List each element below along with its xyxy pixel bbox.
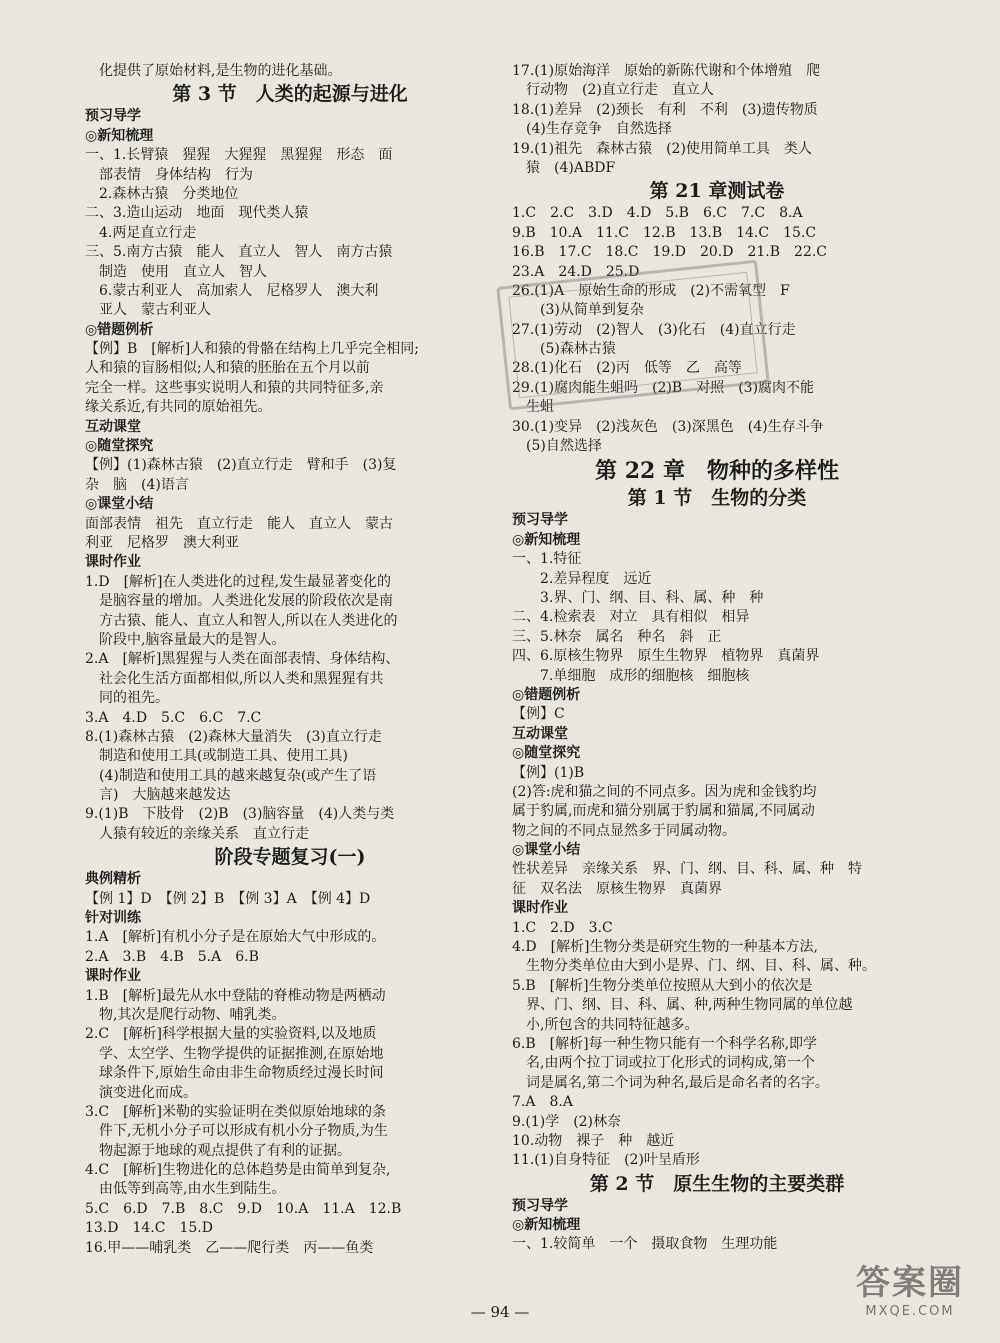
text-line: 缘关系近,有共同的原始祖先。 [85,399,272,416]
text-line: 界、门、纲、目、科、属、种,两种生物同属的单位越 [526,997,853,1014]
text-line: 28.(1)化石 (2)丙 低等 乙 高等 [512,360,742,377]
section-heading: 预习导学 [512,1197,568,1214]
text-line: 7.单细胞 成形的细胞核 细胞核 [540,667,750,684]
text-line: 人和猿的盲肠相似;人和猿的胚胎在五个月以前 [85,360,370,377]
text-line: 二、3.造山运动 地面 现代类人猿 [85,205,309,222]
text-line: 一、1.长臂猿 猩猩 大猩猩 黑猩猩 形态 面 [85,147,393,164]
text-line: 制造和使用工具(或制造工具、使用工具) [99,748,348,765]
text-line: 9.B 10.A 11.C 12.B 13.B 14.C 15.C [512,224,817,241]
watermark-url: MXQE.COM [865,1304,955,1319]
text-line: 二、4.检索表 对立 具有相似 相异 [512,609,750,626]
text-line: 言) 大脑越来越发达 [99,787,231,804]
text-line: 2.森林古猿 分类地位 [99,185,239,202]
section-title: 第 2 节 原生生物的主要类群 [589,1172,845,1195]
text-line: 演变进化而成。 [99,1084,197,1101]
text-line: 性状差异 亲缘关系 界、门、纲、目、科、属、种 特 [512,861,862,878]
text-line: 1.C 2.D 3.C [512,919,613,936]
text-line: 由低等到高等,由水生到陆生。 [99,1181,286,1198]
stamp-inner-border [508,272,757,399]
section-heading: ◎新知梳理 [512,531,581,548]
text-line: 化提供了原始材料,是生物的进化基础。 [99,63,342,79]
section-heading: 典例精析 [85,871,141,888]
text-line: 27.(1)劳动 (2)智人 (3)化石 (4)直立行走 [512,321,796,338]
text-line: 17.(1)原始海洋 原始的新陈代谢和个体增殖 爬 [512,63,821,79]
text-line: 2.差异程度 远近 [540,570,652,587]
text-line: 16.甲——哺乳类 乙——爬行类 丙——鱼类 [85,1239,374,1256]
section-title: 第 21 章测试卷 [649,180,785,203]
section-heading: 课时作业 [85,968,141,985]
text-line: 物起源于地球的观点提供了有利的证据。 [99,1142,351,1159]
text-line: 是脑容量的增加。人类进化发展的阶段依次是南 [99,593,393,610]
text-line: 部表情 身体结构 行为 [99,166,253,183]
text-line: 词是属名,第二个词为种名,最后是命名者的名字。 [526,1074,829,1091]
text-line: 社会化生活方面都相似,所以人类和黑猩猩有共 [99,670,384,687]
text-line: (2)答:虎和猫之间的不同点多。因为虎和金钱豹均 [512,783,817,800]
page-number: — 94 — [470,1303,530,1321]
text-line: 8.(1)森林古猿 (2)森林大量消失 (3)直立行走 [85,728,382,745]
text-line: 16.B 17.C 18.C 19.D 20.D 21.B 22.C [512,244,828,261]
text-line: 征 双名法 原核生物界 真菌界 [512,880,722,897]
text-line: 生物分类单位由大到小是界、门、纲、目、科、属、种。 [526,958,876,975]
text-line: 5.B [解析]生物分类单位按照从大到小的依次是 [512,977,813,994]
text-line: 13.D 14.C 15.D [85,1220,213,1237]
section-title: 第 22 章 物种的多样性 [595,458,839,485]
text-line: 三、5.林奈 属名 种名 斜 正 [512,628,722,645]
section-heading: 课时作业 [85,554,141,571]
watermark-logo [856,1255,964,1319]
section-heading: 课时作业 [512,900,568,917]
text-line: 1.D [解析]在人类进化的过程,发生最显著变化的 [85,573,391,590]
text-line: 件下,无机小分子可以形成有机小分子物质,为生 [99,1123,388,1140]
text-line: 7.A 8.A [512,1094,573,1111]
text-line: 2.A 3.B 4.B 5.A 6.B [85,948,259,965]
text-line: 杂 脑 (4)语言 [85,476,189,493]
text-line: 9.(1)B 下肢骨 (2)B (3)脑容量 (4)人类与类 [85,806,395,823]
text-line: 物,其次是爬行动物、哺乳类。 [99,1006,286,1023]
text-line: 18.(1)差异 (2)颈长 有利 不利 (3)遗传物质 [512,101,818,118]
text-line: 人猿有较近的亲缘关系 直立行走 [99,825,309,842]
text-line: (5)森林古猿 [540,341,616,358]
text-line: (4)制造和使用工具的越来越复杂(或产生了语 [99,767,377,784]
text-line: 1.A [解析]有机小分子是在原始大气中形成的。 [85,929,386,946]
text-line: 面部表情 祖先 直立行走 能人 直立人 蒙古 [85,515,393,532]
text-line: 10.动物 裸子 种 越近 [512,1132,675,1149]
text-line: 4.C [解析]生物进化的总体趋势是由简单到复杂, [85,1162,391,1179]
text-line: 球条件下,原始生命由非生命物质经过漫长时间 [99,1065,384,1082]
text-line: 1.B [解析]最先从水中登陆的脊椎动物是两栖动 [85,987,386,1004]
text-line: 【例 1】D 【例 2】B 【例 3】A 【例 4】D [85,890,371,907]
watermark-text: 答案圈 [856,1263,964,1303]
section-heading: ◎新知梳理 [85,127,154,144]
text-line: 29.(1)腐肉能生蛆吗 (2)B 对照 (3)腐肉不能 [512,379,815,396]
section-heading: ◎错题例析 [512,686,581,703]
text-line: 亚人 蒙古利亚人 [99,302,211,319]
text-line: 【例】(1)森林古猿 (2)直立行走 臂和手 (3)复 [85,457,397,474]
text-line: 3.界、门、纲、目、科、属、种 种 [540,589,764,606]
section-heading: ◎随堂探究 [85,438,154,455]
text-line: 同的祖先。 [99,690,169,707]
text-line: 9.(1)学 (2)林奈 [512,1113,622,1130]
text-line: 19.(1)祖先 森林古猿 (2)使用简单工具 类人 [512,140,812,157]
text-line: 26.(1)A 原始生命的形成 (2)不需氧型 F [512,282,790,299]
right-column [512,62,922,1255]
text-line: 11.(1)自身特征 (2)叶呈盾形 [512,1152,700,1169]
section-heading: ◎随堂探究 [512,745,581,762]
section-heading: 针对训练 [85,910,141,927]
text-line: 三、5.南方古猿 能人 直立人 智人 南方古猿 [85,244,393,261]
section-heading: ◎新知梳理 [512,1217,581,1234]
section-heading: 预习导学 [85,108,141,125]
text-line: 四、6.原核生物界 原生生物界 植物界 真菌界 [512,648,820,665]
text-line: 3.C [解析]米勒的实验证明在类似原始地球的条 [85,1103,386,1120]
text-line: 【例】(1)B [512,764,585,781]
section-title: 第 3 节 人类的起源与进化 [172,83,408,106]
text-line: 生蛆 [526,399,554,416]
text-line: 行动物 (2)直立行走 直立人 [526,82,714,99]
text-line: 6.B [解析]每一种生物只能有一个科学名称,即学 [512,1035,818,1052]
text-line: 学、太空学、生物学提供的证据推测,在原始地 [99,1045,384,1062]
section-title: 第 1 节 生物的分类 [627,487,807,510]
section-heading: ◎课堂小结 [512,842,581,859]
section-heading: 预习导学 [512,512,568,529]
text-line: 利亚 尼格罗 澳大利亚 [85,534,239,551]
text-line: 1.C 2.C 3.D 4.D 5.B 6.C 7.C 8.A [512,205,803,222]
text-line: 方古猿、能人、直立人和智人,所以在人类进化的 [99,612,398,629]
left-column [85,62,495,1258]
text-line: 【例】B [解析]人和猿的骨骼在结构上几乎完全相同; [85,341,419,358]
section-heading: 互动课堂 [85,418,141,435]
section-title: 阶段专题复习(一) [214,846,366,869]
text-line: 一、1.特征 [512,551,582,568]
text-line: 完全一样。这些事实说明人和猿的共同特征多,亲 [85,379,384,396]
section-heading: 互动课堂 [512,725,568,742]
text-line: 属于豹属,而虎和猫分别属于豹属和猫属,不同属动 [512,803,815,820]
text-line: 猿 (4)ABDF [526,159,616,176]
text-line: 3.A 4.D 5.C 6.C 7.C [85,709,262,726]
text-line: (5)自然选择 [526,438,602,455]
text-line: 一、1.较简单 一个 摄取食物 生理功能 [512,1236,778,1253]
text-line: 制造 使用 直立人 智人 [99,263,267,280]
text-line: 2.C [解析]科学根据大量的实验资料,以及地质 [85,1026,377,1043]
text-line: 物之间的不同点显然多于同属动物。 [512,822,736,839]
text-line: 30.(1)变异 (2)浅灰色 (3)深黑色 (4)生存斗争 [512,418,824,435]
text-line: 2.A [解析]黑猩猩与人类在面部表情、身体结构、 [85,651,400,668]
text-line: 5.C 6.D 7.B 8.C 9.D 10.A 11.A 12.B [85,1200,402,1217]
text-line: 小,所包含的共同特征越多。 [526,1016,699,1033]
text-line: 4.D [解析]生物分类是研究生物的一种基本方法, [512,939,818,956]
text-line: (3)从简单到复杂 [540,302,644,319]
text-line: 4.两足直立行走 [99,224,197,241]
text-line: 【例】C [512,706,565,723]
section-heading: ◎课堂小结 [85,496,154,513]
text-line: 名,由两个拉丁词或拉丁化形式的词构成,第一个 [526,1055,815,1072]
text-line: 阶段中,脑容量最大的是智人。 [99,631,286,648]
text-line: 23.A 24.D 25.D [512,263,640,280]
text-line: (4)生存竞争 自然选择 [526,121,672,138]
text-line: 6.蒙古利亚人 高加索人 尼格罗人 澳大利 [99,282,379,299]
section-heading: ◎错题例析 [85,321,154,338]
